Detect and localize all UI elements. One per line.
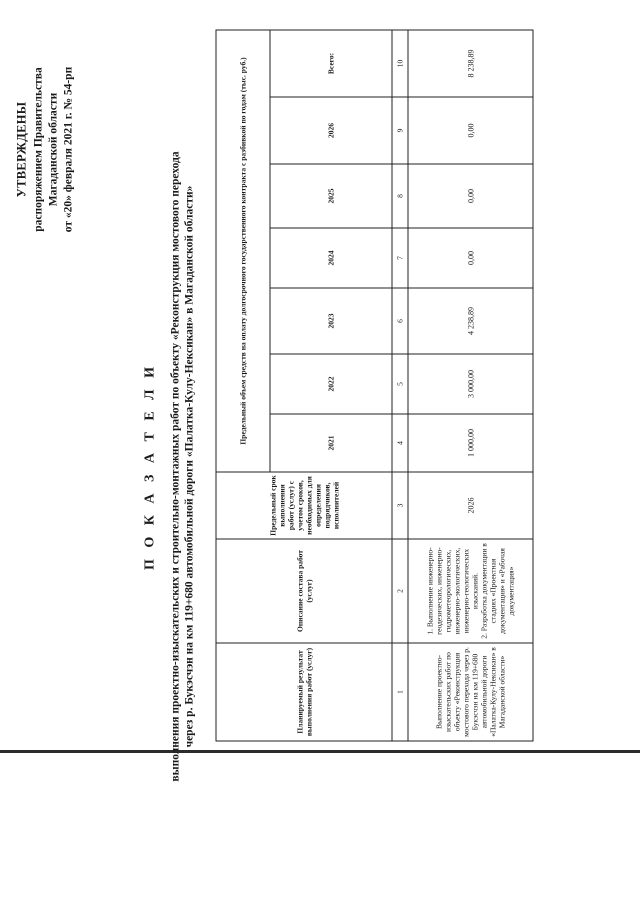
column-number: 4: [392, 414, 408, 472]
indicators-table: [215, 29, 533, 741]
document-subtitle-line: через р. Букэсчэн на км 119+680 автомобильной дороги «Палатка-Кулу-Нексикан» в Магаданской области»: [183, 185, 195, 747]
header-funding: Предельный объем средств на оплату долгосрочного государственного контракта с разбивкой по годам (тыс. руб.): [216, 29, 270, 471]
header-year: 2026: [270, 97, 392, 164]
document-page: [0, 1, 640, 906]
cell-amount: 3 000,00: [408, 354, 533, 414]
cell-amount: 0,00: [408, 164, 533, 228]
table-row: [408, 29, 533, 740]
approval-stamp: [14, 24, 76, 274]
document-subtitle-line: выполнения проектно-изыскательских и строительно-монтажных работ по объекту «Реконструкция мостового перехода: [169, 150, 181, 782]
approval-date: от «20» февраля 2021 г. № 54-рп: [62, 66, 74, 232]
column-number: 9: [392, 97, 408, 164]
column-number: 7: [392, 228, 408, 288]
column-number: 2: [392, 539, 408, 643]
column-number: 1: [392, 643, 408, 741]
cell-deadline: 2026: [408, 472, 533, 539]
header-result: Планируемый результат выполнения работ (услуг): [216, 643, 392, 741]
header-description: Описание состава работ (услуг): [216, 539, 392, 643]
header-year: 2023: [270, 288, 392, 354]
approval-title: УТВЕРЖДЕНЫ: [14, 101, 28, 197]
cell-total: 8 238,89: [408, 29, 533, 96]
cell-result: Выполнение проектно-изыскательских работ по объекту «Реконструкция мостового перехода через р. Букэсчэн на км 119+680 автомобильной дороги «Палатка-Кулу-Нексикан» в Магаданской области»: [408, 643, 533, 741]
column-number: 5: [392, 354, 408, 414]
document-heading: [142, 116, 196, 816]
column-number: 3: [392, 472, 408, 539]
document-title: П О К А З А Т Е Л И: [142, 362, 157, 570]
header-year: 2021: [270, 414, 392, 472]
description-item: 2. Разработка документации в стадиях «Проектная документация» и «Рабочая документация»: [479, 542, 515, 639]
column-number: 10: [392, 29, 408, 96]
column-number: 6: [392, 288, 408, 354]
approval-line: распоряжением Правительства: [32, 66, 44, 232]
header-total: Всего:: [270, 29, 392, 96]
approval-line: Магаданской области: [47, 92, 59, 206]
description-item: 1. Выполнение инженерно-геодезических, инженерно-гидрометеорологических, инженерно-экологических, инженерно-геологических изысканий.: [425, 546, 479, 635]
column-number: 8: [392, 164, 408, 228]
header-year: 2022: [270, 354, 392, 414]
cell-amount: 1 000,00: [408, 414, 533, 472]
header-deadline: Предельный срок выполнения работ (услуг) с учетом сроков, необходимых для определения подрядчиков, исполнителей: [216, 472, 392, 539]
header-year: 2025: [270, 164, 392, 228]
header-year: 2024: [270, 228, 392, 288]
cell-amount: 0,00: [408, 97, 533, 164]
cell-amount: 4 238,89: [408, 288, 533, 354]
cell-description: [408, 539, 533, 643]
cell-amount: 0,00: [408, 228, 533, 288]
